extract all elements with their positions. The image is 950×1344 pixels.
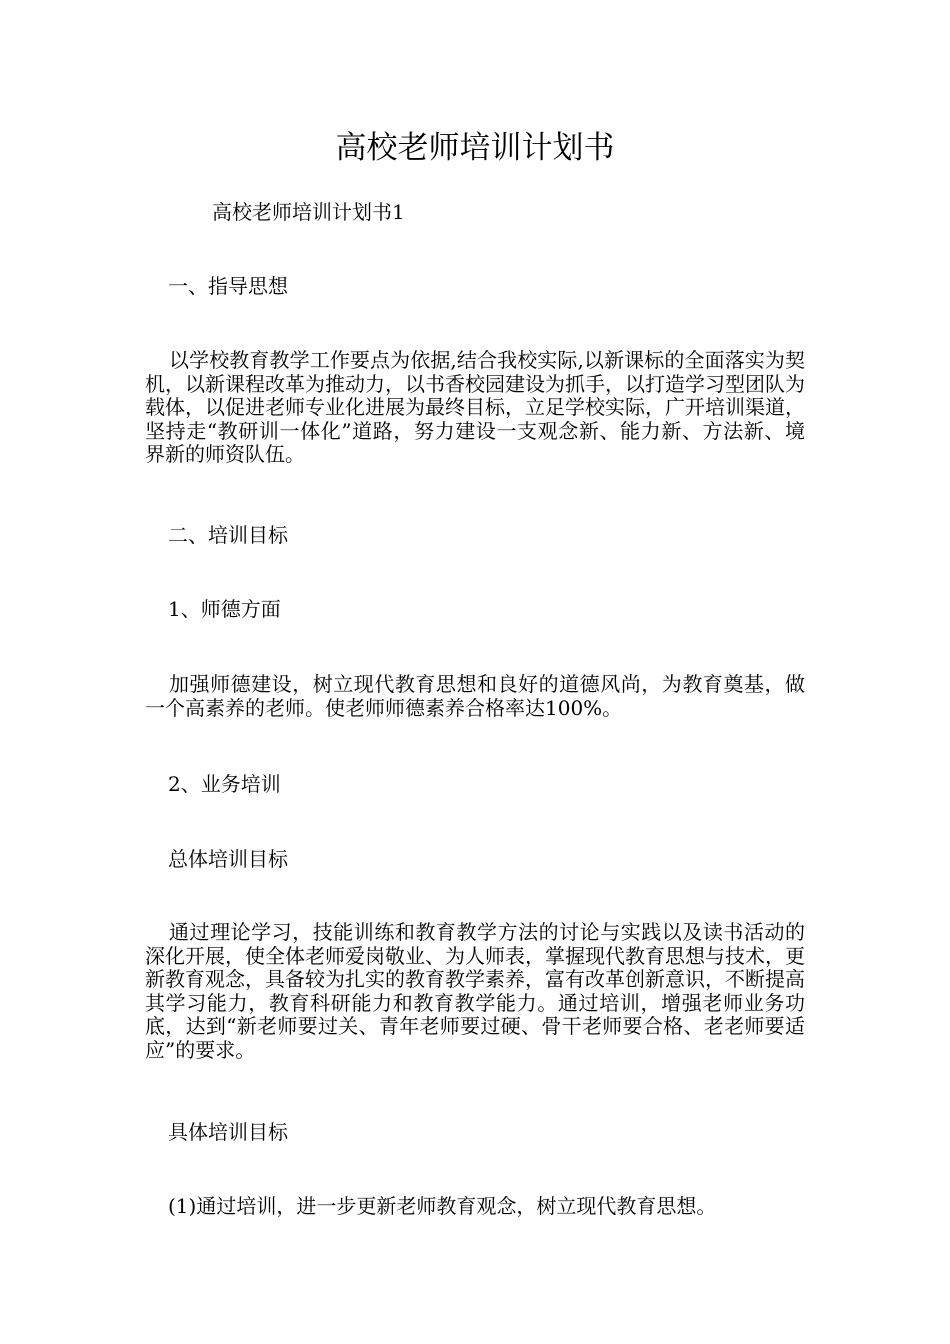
section-heading-training-goals: 二、培训目标 [168, 523, 288, 547]
list-item-specific-goal-1: (1)通过培训，进一步更新老师教育观念，树立现代教育思想。 [168, 1194, 717, 1218]
subheading-specific-goals: 具体培训目标 [168, 1120, 288, 1144]
document-subtitle: 高校老师培训计划书1 [212, 200, 405, 224]
item-heading-business-training: 2、业务培训 [168, 772, 281, 796]
paragraph-overall-goals: 通过理论学习，技能训练和教育教学方法的讨论与实践以及读书活动的深化开展，使全体老师爱岗敬业、为人师表，掌握现代教育思想与技术，更新教育观念，具备较为扎实的教育教学素养，富有改革创新意识，不断提高其学习能力，教育科研能力和教育教学能力。通过培训，增强老师业务功底，达到“新老师要过关、青年老师要过硬、骨干老师要合格、老老师要适应”的要求。 [145, 920, 805, 1062]
subheading-overall-goals: 总体培训目标 [168, 847, 288, 871]
section-heading-guiding-thought: 一、指导思想 [168, 274, 288, 298]
item-heading-teacher-ethics: 1、师德方面 [168, 597, 281, 621]
document-title: 高校老师培训计划书 [335, 130, 615, 166]
paragraph-guiding-thought: 以学校教育教学工作要点为依据,结合我校实际,以新课标的全面落实为契机，以新课程改革为推动力，以书香校园建设为抓手，以打造学习型团队为载体，以促进老师专业化进展为最终目标，立足学校实际，广开培训渠道，坚持走“教研训一体化”道路，努力建设一支观念新、能力新、方法新、境界新的师资队伍。 [145, 348, 805, 467]
paragraph-teacher-ethics: 加强师德建设，树立现代教育思想和良好的道德风尚，为教育奠基，做一个高素养的老师。使老师师德素养合格率达100%。 [145, 672, 805, 720]
